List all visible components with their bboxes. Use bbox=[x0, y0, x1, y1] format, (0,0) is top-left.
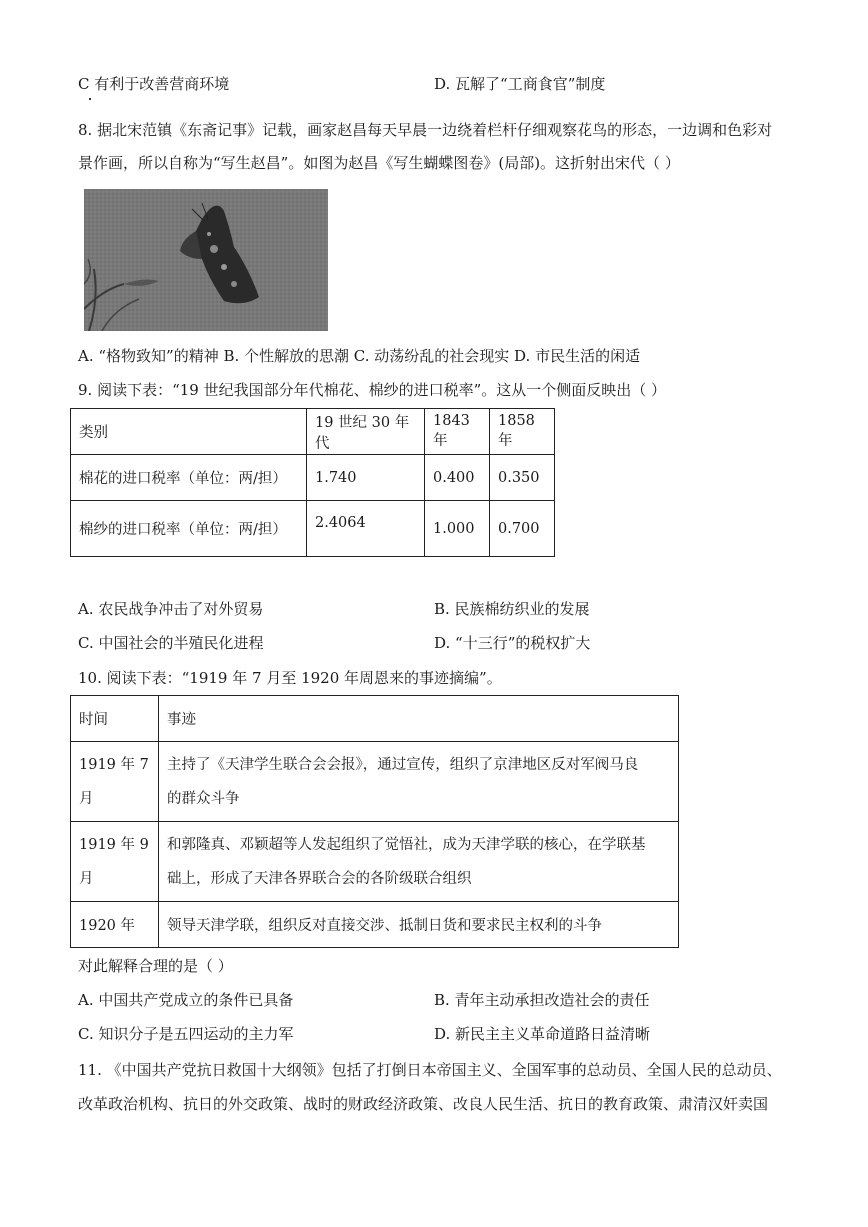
table-row bbox=[71, 501, 555, 557]
table-header-row bbox=[71, 409, 555, 455]
q10-option-c: C. 知识分子是五四运动的主力军 bbox=[78, 1025, 294, 1043]
q8-options: A. “格物致知”的精神 B. 个性解放的思潮 C. 动荡纷乱的社会现实 D. 市民生活的闲适 bbox=[78, 347, 641, 365]
table-cell: 0.700 bbox=[490, 501, 555, 557]
table-header-cell: 事迹 bbox=[159, 696, 679, 742]
table-row bbox=[71, 902, 679, 948]
table-cell: 领导天津学联，组织反对直接交涉、抵制日货和要求民主权利的斗争 bbox=[159, 902, 679, 948]
q8-stem-line2: 景作画，所以自称为“写生赵昌”。如图为赵昌《写生蝴蝶图卷》(局部)。这折射出宋代（ ） bbox=[78, 154, 680, 172]
table-cell: 1.000 bbox=[425, 501, 490, 557]
q10-option-b: B. 青年主动承担改造社会的责任 bbox=[434, 991, 650, 1009]
q11-line1: 11. 《中国共产党抗日救国十大纲领》包括了打倒日本帝国主义、全国军事的总动员、全国人民的总动员、 bbox=[78, 1061, 782, 1079]
table-cell: 1919 年 9 月 bbox=[71, 822, 159, 902]
q7-option-d: D. 瓦解了“工商食官”制度 bbox=[434, 75, 606, 93]
table-cell: 棉花的进口税率（单位：两/担） bbox=[71, 455, 307, 501]
q10-question: 对此解释合理的是（ ） bbox=[78, 957, 233, 975]
q9-option-d: D. “十三行”的税权扩大 bbox=[434, 634, 591, 652]
table-header-cell: 类别 bbox=[71, 409, 307, 455]
table-row bbox=[71, 455, 555, 501]
q7-option-c: C 有利于改善营商环境 bbox=[78, 75, 230, 93]
table-cell: 主持了《天津学生联合会会报》，通过宣传，组织了京津地区反对军阀马良 的群众斗争 bbox=[159, 742, 679, 822]
q8-stem-line1: 8. 据北宋范镇《东斋记事》记载，画家赵昌每天早晨一边绕着栏杆仔细观察花鸟的形态，一边调和色彩对 bbox=[78, 121, 773, 139]
table-header-cell: 19 世纪 30 年代 bbox=[307, 409, 425, 455]
q9-option-a: A. 农民战争冲击了对外贸易 bbox=[78, 600, 264, 618]
table-cell: 1920 年 bbox=[71, 902, 159, 948]
butterfly-painting-image bbox=[84, 189, 328, 331]
q9-stem: 9. 阅读下表：“19 世纪我国部分年代棉花、棉纱的进口税率”。这从一个侧面反映出（ ） bbox=[78, 381, 667, 399]
table-row bbox=[71, 742, 679, 822]
table-header-cell: 1858 年 bbox=[490, 409, 555, 455]
q9-option-c: C. 中国社会的半殖民化进程 bbox=[78, 634, 264, 652]
table-cell: 1.740 bbox=[307, 455, 425, 501]
q9-option-b: B. 民族棉纺织业的发展 bbox=[434, 600, 590, 618]
table-row bbox=[71, 822, 679, 902]
table-cell: 0.400 bbox=[425, 455, 490, 501]
butterfly-painting-icon bbox=[84, 189, 328, 331]
q9-table bbox=[70, 408, 555, 557]
table-header-cell: 时间 bbox=[71, 696, 159, 742]
stray-dot bbox=[89, 98, 91, 100]
table-cell: 1919 年 7 月 bbox=[71, 742, 159, 822]
q10-option-a: A. 中国共产党成立的条件已具备 bbox=[78, 991, 294, 1009]
table-cell: 和郭隆真、邓颖超等人发起组织了觉悟社，成为天津学联的核心，在学联基 础上，形成了天津各界联合会的各阶级联合组织 bbox=[159, 822, 679, 902]
q11-line2: 改革政治机构、抗日的外交政策、战时的财政经济政策、改良人民生活、抗日的教育政策、肃清汉奸卖国 bbox=[78, 1095, 769, 1113]
table-cell: 2.4064 bbox=[307, 501, 425, 557]
q10-table bbox=[70, 695, 679, 948]
table-cell: 0.350 bbox=[490, 455, 555, 501]
q10-option-d: D. 新民主主义革命道路日益清晰 bbox=[434, 1025, 651, 1043]
q10-stem: 10. 阅读下表：“1919 年 7 月至 1920 年周恩来的事迹摘编”。 bbox=[78, 669, 502, 687]
table-header-row bbox=[71, 696, 679, 742]
table-cell: 棉纱的进口税率（单位：两/担） bbox=[71, 501, 307, 557]
table-header-cell: 1843 年 bbox=[425, 409, 490, 455]
